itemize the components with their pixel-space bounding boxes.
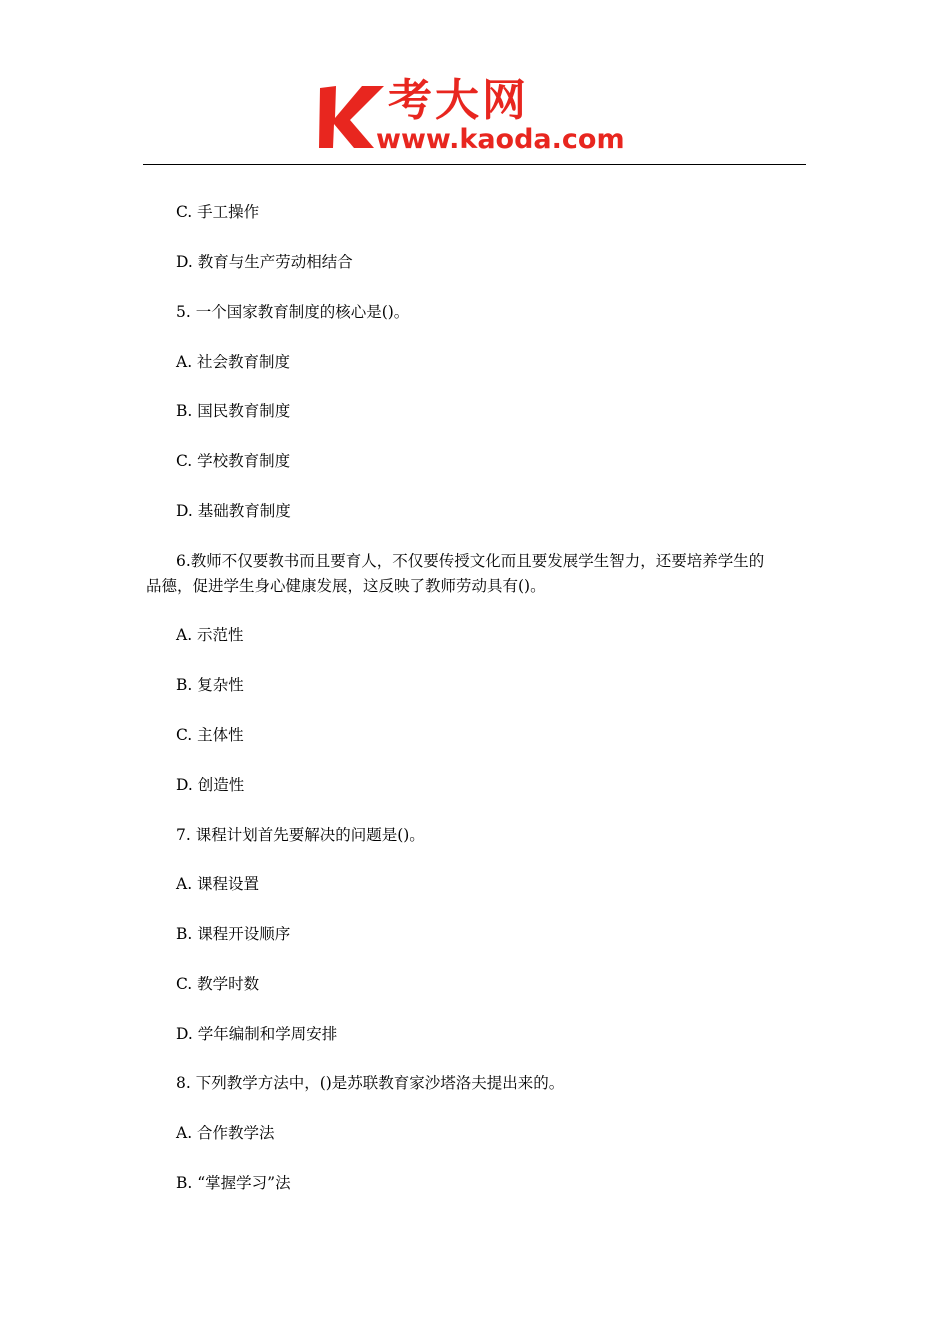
option-line: D. 学年编制和学周安排: [176, 1025, 338, 1043]
question-line: 7. 课程计划首先要解决的问题是()。: [176, 826, 425, 844]
option-line: B. 课程开设顺序: [176, 925, 291, 943]
option-line: A. 示范性: [176, 626, 244, 644]
option-line: B. 国民教育制度: [176, 402, 291, 420]
kaoda-logo: [318, 75, 648, 164]
option-line: B. 复杂性: [176, 676, 244, 694]
option-line: C. 主体性: [176, 726, 244, 744]
option-line: D. 创造性: [176, 776, 245, 794]
option-line: A. 课程设置: [176, 875, 260, 893]
option-line: D. 教育与生产劳动相结合: [176, 253, 353, 271]
option-line: A. 合作教学法: [176, 1124, 275, 1142]
option-line: D. 基础教育制度: [176, 502, 291, 520]
option-line: A. 社会教育制度: [176, 353, 291, 371]
logo-url: www.kaoda.com: [376, 124, 625, 155]
page-header: [0, 0, 950, 170]
logo-title: 考大网: [388, 75, 529, 126]
option-line: B. “掌握学习”法: [176, 1174, 291, 1192]
question-line: 8. 下列教学方法中，()是苏联教育家沙塔洛夫提出来的。: [176, 1074, 565, 1092]
question-line-continued: 品德，促进学生身心健康发展，这反映了教师劳动具有()。: [146, 577, 546, 595]
header-divider: [143, 164, 806, 165]
question-line: 5. 一个国家教育制度的核心是()。: [176, 303, 410, 321]
question-line: 6.教师不仅要教书而且要育人，不仅要传授文化而且要发展学生智力，还要培养学生的: [176, 552, 765, 570]
option-line: C. 手工操作: [176, 203, 260, 221]
option-line: C. 学校教育制度: [176, 452, 291, 470]
option-line: C. 教学时数: [176, 975, 260, 993]
